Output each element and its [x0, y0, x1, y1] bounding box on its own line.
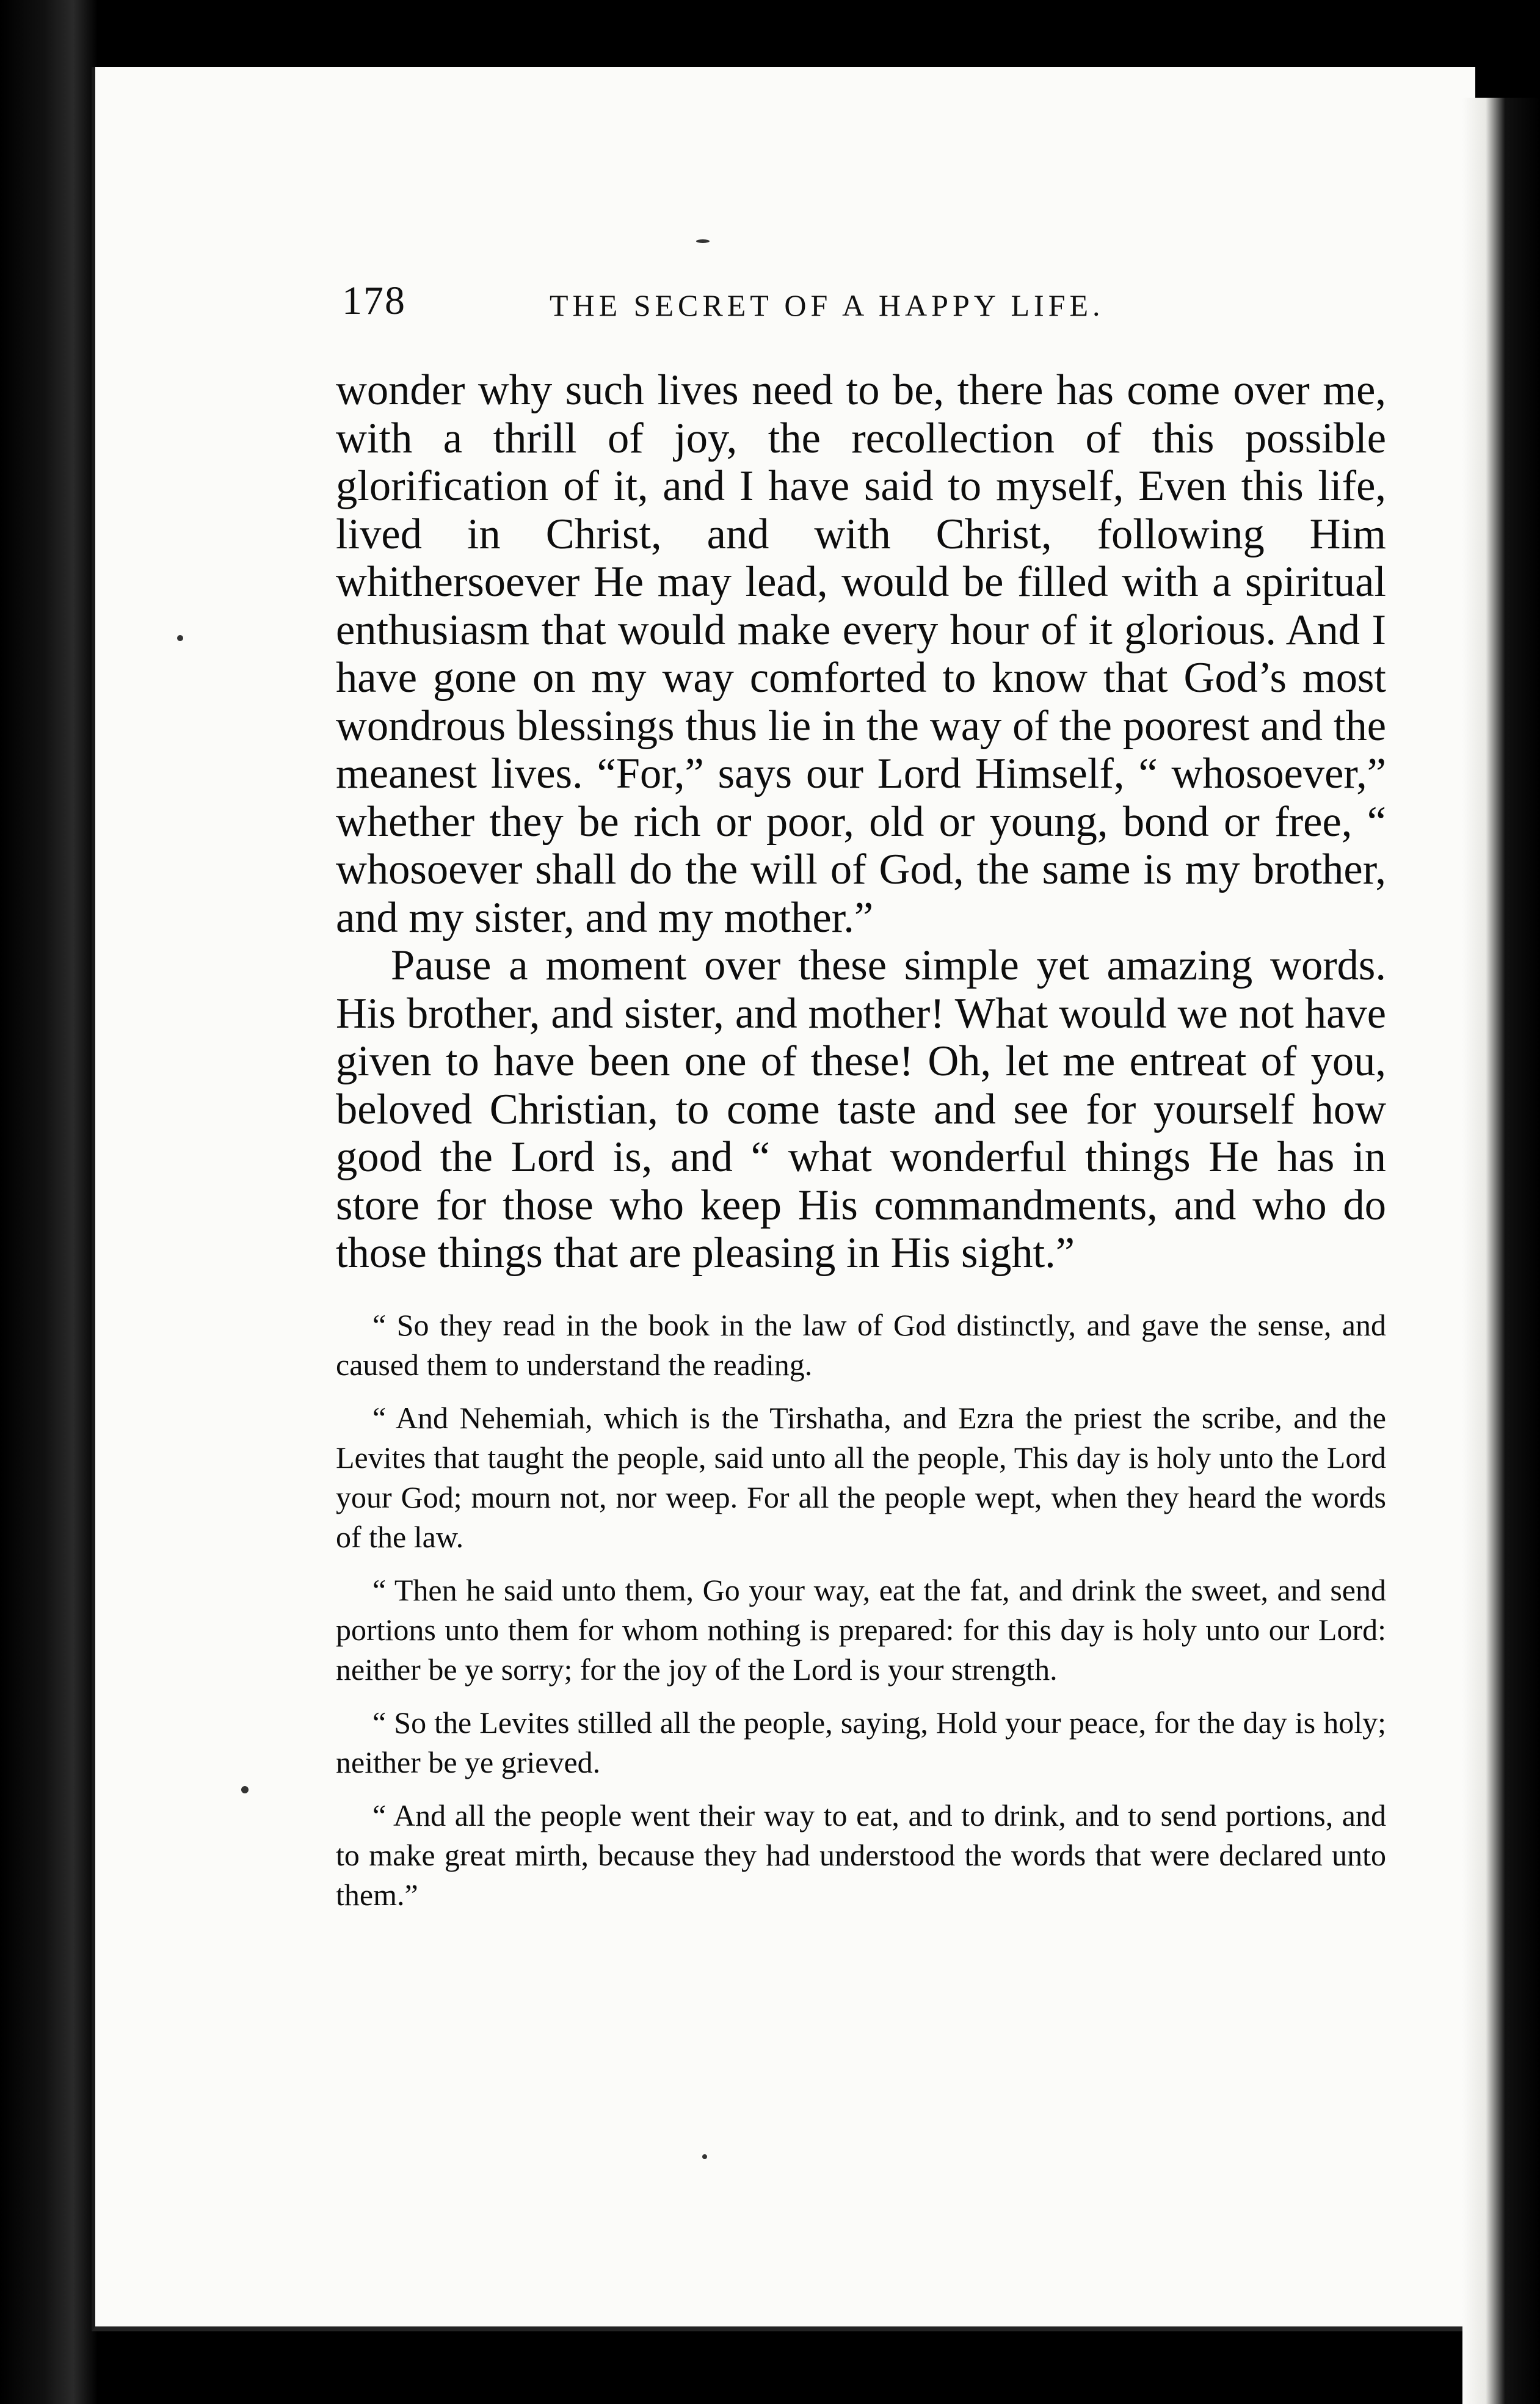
ink-speck — [696, 239, 710, 243]
page-number: 178 — [342, 278, 406, 323]
running-title: THE SECRET OF A HAPPY LIFE. — [550, 288, 1105, 322]
scripture-quotation — [336, 1305, 1386, 1915]
book-binding-shadow — [0, 0, 98, 2404]
running-head — [342, 278, 1392, 339]
quote-paragraph: “ And Nehemiah, which is the Tirshatha, and Ezra the priest the scribe, and the Levites that taught the people, said unto all the people, This day is holy unto the Lord your God; mourn not, nor weep. For all the people wept, when they heard the words of the law. — [336, 1400, 1386, 1554]
ink-speck — [177, 635, 183, 641]
ink-speck — [241, 1786, 249, 1793]
quote-paragraph: “ So the Levites stilled all the people, saying, Hold your peace, for the day is holy; neither be ye grieved. — [336, 1705, 1386, 1779]
ink-speck — [702, 2154, 707, 2159]
body-paragraph: Pause a moment over these simple yet amazing words. His brother, and sister, and mother! What would we not have given to have been one of these! Oh, let me entreat of you, beloved Christian, to come taste and see for yourself how good the Lord is, and “ what wonderful things He has in store for those who keep His commandments, and who do those things that are pleasing in His sight.” — [336, 942, 1386, 1277]
page-body — [336, 366, 1386, 1928]
quote-paragraph: “ Then he said unto them, Go your way, eat the fat, and drink the sweet, and send portions unto them for whom nothing is prepared: for this day is holy unto our Lord: neither be ye sorry; for the joy of the Lord is your strength. — [336, 1572, 1386, 1687]
quote-paragraph: “ So they read in the book in the law of God distinctly, and gave the sense, and caused them to understand the reading. — [336, 1307, 1386, 1382]
page-right-edge — [1462, 98, 1540, 2404]
quote-paragraph: “ And all the people went their way to eat, and to drink, and to send portions, and to make great mirth, because they had understood the words that were declared unto them.” — [336, 1798, 1386, 1912]
body-paragraph: wonder why such lives need to be, there has come over me, with a thrill of joy, the recollection of this possible glorification of it, and I have said to myself, Even this life, lived in Christ, and with Christ, following Him whithersoever He may lead, would be filled with a spiritual enthusiasm that would make every hour of it glorious. And I have gone on my way comforted to know that God’s most wondrous blessings thus lie in the way of the poorest and the meanest lives. “For,” says our Lord Himself, “ whosoever,” whether they be rich or poor, old or young, bond or free, “ whosoever shall do the will of God, the same is my brother, and my sister, and my mother.” — [336, 366, 1386, 942]
